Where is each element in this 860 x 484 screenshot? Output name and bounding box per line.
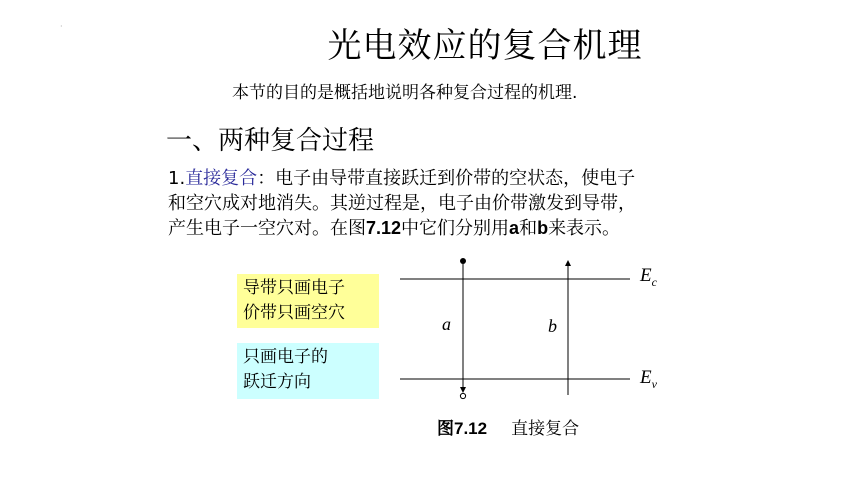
paragraph-line-3-text-d: 来表示。	[548, 218, 621, 239]
legend-box-transition-line-1: 只画电子的	[243, 347, 328, 367]
legend-box-bands	[237, 274, 379, 328]
paragraph-line-1-text: ：电子由导带直接跃迁到价带的空状态，使电子	[257, 168, 636, 189]
figure-reference: 7.12	[366, 218, 402, 238]
band-diagram	[398, 252, 690, 402]
page-subtitle: 本节的目的是概括地说明各种复合过程的机理.	[232, 83, 578, 103]
label-ev-main: E	[640, 367, 652, 388]
legend-box-bands-line-2: 价带只画空穴	[243, 303, 345, 323]
legend-box-transition	[237, 343, 379, 399]
legend-box-transition-line-2: 跃迁方向	[243, 372, 311, 392]
figure-caption-number: 图7.12	[437, 419, 488, 438]
legend-box-bands-line-1: 导带只画电子	[243, 278, 345, 298]
hole-circle	[460, 393, 465, 398]
item-number: 1.	[168, 168, 186, 189]
figure-caption	[437, 414, 579, 439]
label-ec	[639, 265, 658, 289]
page-title: 光电效应的复合机理	[327, 26, 643, 66]
paragraph-line-3	[168, 216, 758, 241]
label-a: a	[442, 314, 451, 334]
paragraph-line-3-text-a: 产生电子一空穴对。在图	[168, 218, 366, 239]
section-heading: 一、两种复合过程	[166, 126, 375, 156]
label-ev	[639, 367, 658, 391]
paragraph-line-1	[168, 166, 758, 191]
paragraph-line-2: 和空穴成对地消失。其逆过程是，电子由价带激发到导带，	[168, 193, 636, 214]
label-ev-sub: v	[651, 377, 657, 391]
label-ref-a: a	[509, 218, 520, 238]
term-direct-recombination: 直接复合	[185, 168, 258, 189]
body-paragraph	[168, 166, 758, 241]
label-ec-sub: c	[651, 275, 657, 289]
label-ec-main: E	[640, 265, 652, 286]
figure-caption-text: 直接复合	[511, 419, 580, 439]
transition-a-arrowhead	[460, 387, 466, 393]
corner-mark: ·	[60, 22, 63, 31]
label-b: b	[548, 316, 557, 336]
paragraph-line-3-text-c: 和	[519, 218, 538, 239]
paragraph-line-3-text-b: 中它们分别用	[401, 218, 510, 239]
label-ref-b: b	[537, 218, 549, 238]
transition-b-arrowhead	[565, 260, 571, 266]
